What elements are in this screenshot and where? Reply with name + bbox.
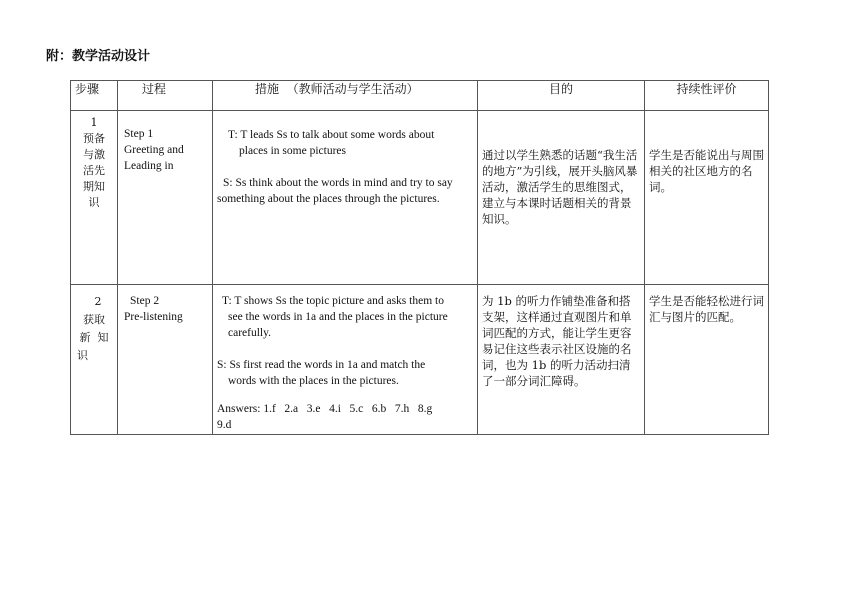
header-step: 步骤 — [71, 81, 118, 111]
evaluation-cell — [645, 111, 769, 285]
process-line: Pre-listening — [124, 311, 183, 323]
measures-cell — [213, 111, 478, 285]
process-line: Greeting and — [124, 144, 184, 156]
step-line: 新 知 — [79, 331, 109, 344]
measure-line: see the words in 1a and the places in the picture — [228, 311, 448, 323]
measures-cell — [213, 285, 478, 435]
page-title: 附：教学活动设计 — [46, 49, 151, 64]
process-line: Step 1 — [124, 128, 154, 140]
step-line: 识 — [77, 349, 88, 362]
step-line: 获取 — [83, 313, 105, 326]
measure-line: S: Ss think about the words in mind and try to say — [223, 177, 453, 189]
aim-text: 为 1b 的听力作铺垫准备和搭支架，这样通过直观图片和单词匹配的方式，能让学生更容易记住这些表示社区设施的名词，也为 1b 的听力活动扫清了一部分词汇障碍。 — [482, 294, 632, 388]
header-process: 过程 — [118, 81, 213, 111]
step-line: 识 — [88, 196, 100, 209]
measure-line: T: T shows Ss the topic picture and asks them to — [222, 295, 444, 307]
step-cell — [71, 285, 118, 435]
measure-line: Answers: 1.f 2.a 3.e 4.i 5.c 6.b 7.h 8.g — [217, 403, 433, 415]
evaluation-text: 学生是否能轻松进行词汇与图片的匹配。 — [649, 294, 764, 324]
measure-line: something about the places through the pictures. — [217, 193, 440, 205]
step-line: 与激 — [83, 148, 105, 161]
measure-line: S: Ss first read the words in 1a and match the — [217, 359, 426, 371]
process-line: Step 2 — [130, 295, 160, 307]
header-measures: 措施 （教师活动与学生活动） — [213, 81, 478, 111]
measure-line: T: T leads Ss to talk about some words about — [228, 129, 435, 141]
step-cell — [71, 111, 118, 285]
measure-line: places in some pictures — [239, 145, 346, 157]
table-header-row — [71, 81, 769, 111]
step-line: 期知 — [83, 180, 105, 193]
table-row — [71, 285, 769, 435]
step-line: 1 — [90, 116, 98, 129]
measure-line: carefully. — [228, 327, 271, 339]
aim-cell — [478, 285, 645, 435]
aim-text: 通过以学生熟悉的话题“我生活的地方”为引线，展开头脑风暴活动，激活学生的思维图式，建立与本课时话题相关的背景知识。 — [482, 148, 638, 226]
step-line: 预备 — [83, 132, 105, 145]
table-row — [71, 111, 769, 285]
aim-cell — [478, 111, 645, 285]
step-line: 活先 — [83, 164, 105, 177]
evaluation-cell — [645, 285, 769, 435]
evaluation-text: 学生是否能说出与周围相关的社区地方的名词。 — [649, 148, 764, 194]
measure-line: words with the places in the pictures. — [228, 375, 399, 387]
header-evaluation: 持续性评价 — [645, 81, 769, 111]
process-line: Leading in — [124, 160, 174, 172]
measure-line: 9.d — [217, 419, 232, 431]
process-cell — [118, 285, 213, 435]
process-cell — [118, 111, 213, 285]
step-line: 2 — [94, 295, 102, 308]
header-aim: 目的 — [478, 81, 645, 111]
activity-table — [70, 80, 769, 435]
